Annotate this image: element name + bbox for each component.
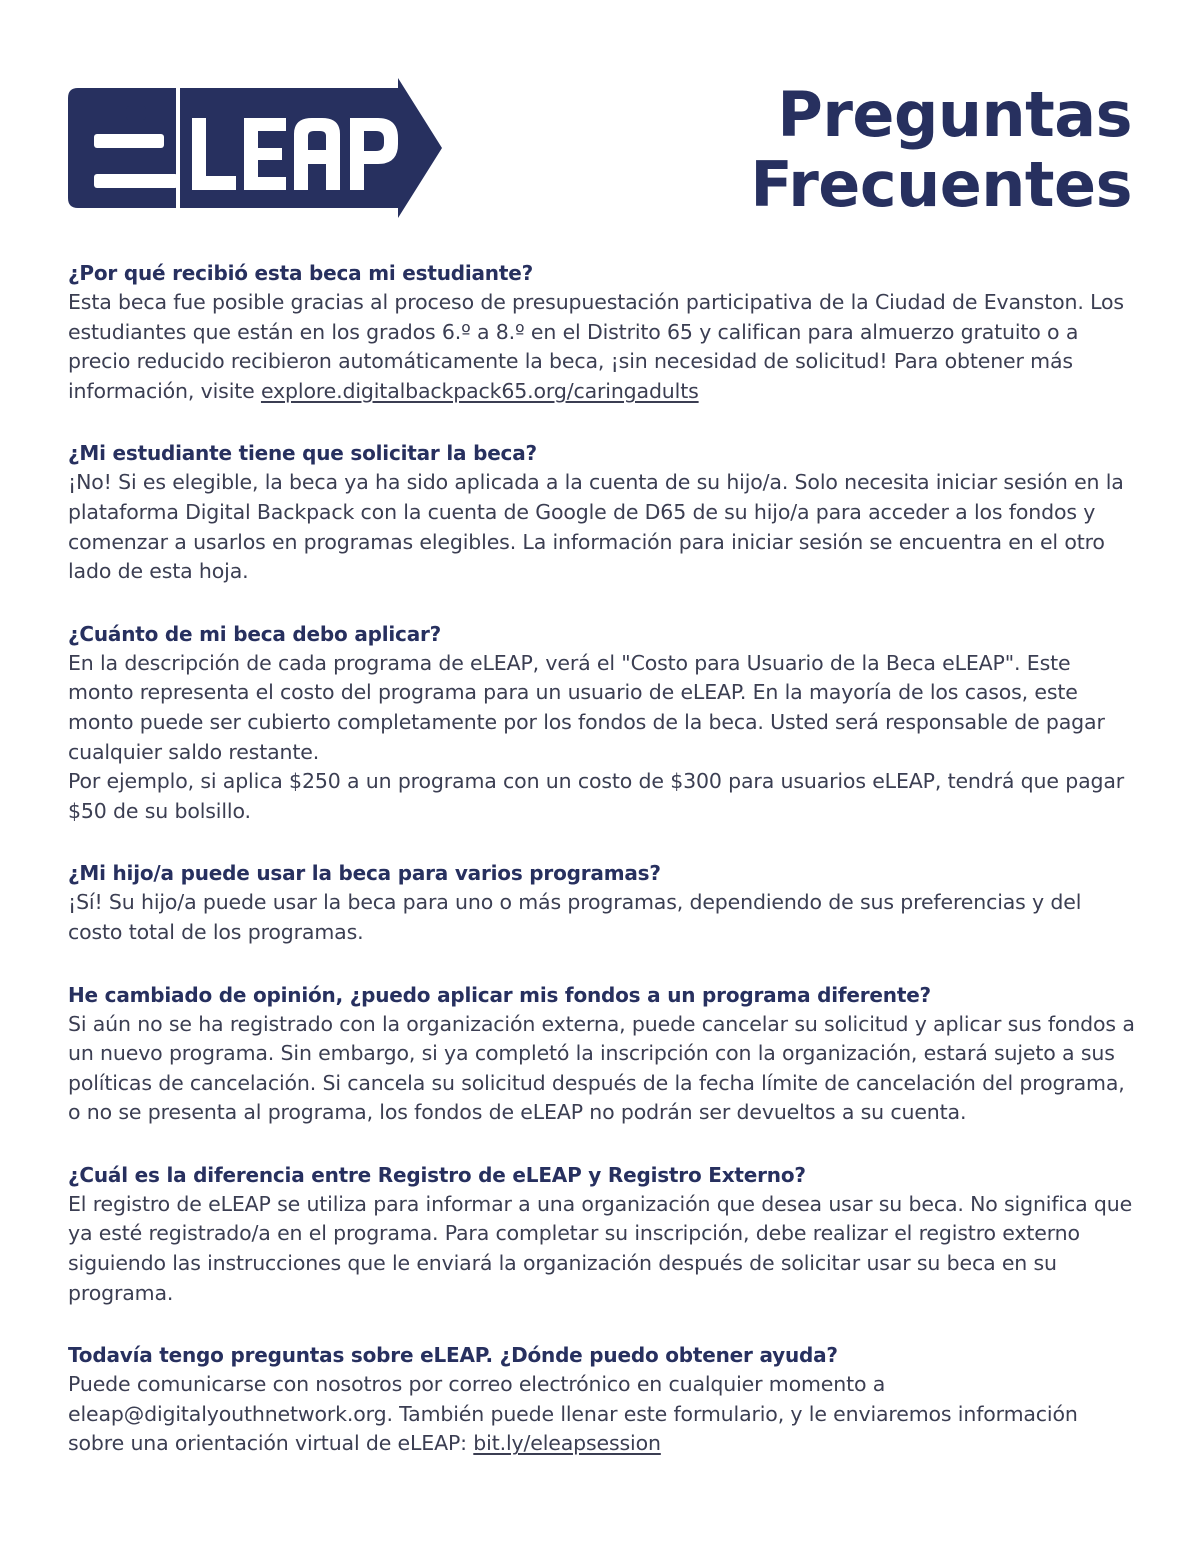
faq-item [68,1160,1136,1308]
faq-item [68,438,1136,586]
faq-question: ¿Cuál es la diferencia entre Registro de eLEAP y Registro Externo? [68,1162,806,1187]
faq-answer-text: Esta beca fue posible gracias al proceso de presupuestación participativa de la Ciudad de Evanston. Los estudiantes que están en los grados 6.º a 8.º en el Distrito 65 y califican para almuerzo gratuito o a precio reducido recibieron automáticamente la beca, ¡sin necesidad de solicitud! Para obtener más información, visite [68,290,1124,403]
faq-item [68,1340,1136,1459]
faq-question: ¿Mi hijo/a puede usar la beca para varios programas? [68,861,661,886]
page-title-line-2: Frecuentes [750,148,1132,221]
caring-adults-link[interactable]: explore.digitalbackpack65.org/caringadults [260,378,699,403]
faq-item [68,980,1136,1128]
page-title [750,80,1132,220]
faq-answer: En la descripción de cada programa de eLEAP, verá el "Costo para Usuario de la Beca eLEAP". Este monto representa el costo del programa para un usuario de eLEAP. En la mayoría de los casos, este monto puede ser cubierto completamente por los fondos de la beca. Usted será responsable de pagar cualquier saldo restante. [68,650,1105,764]
faq-answer: ¡Sí! Su hijo/a puede usar la beca para uno o más programas, dependiendo de sus preferencias y del costo total de los programas. [68,890,1082,944]
faq-question: ¿Mi estudiante tiene que solicitar la beca? [68,441,537,466]
faq-answer-example: Por ejemplo, si aplica $250 a un programa con un costo de $300 para usuarios eLEAP, tendrá que pagar $50 de su bolsillo. [68,769,1125,823]
faq-item [68,619,1136,827]
faq-answer: El registro de eLEAP se utiliza para informar a una organización que desea usar su beca. No significa que ya esté registrado/a en el programa. Para completar su inscripción, debe realizar el registro externo siguiendo las instrucciones que le enviará la organización después de solicitar usar su beca en su programa. [68,1191,1133,1305]
faq-answer [68,288,1136,406]
header [0,0,1200,240]
eleap-session-link[interactable]: bit.ly/eleapsession [473,1431,661,1456]
faq-answer [68,1370,1136,1459]
page-title-line-1: Preguntas [777,78,1132,151]
faq-item [68,258,1136,406]
eleap-logo [68,78,442,218]
faq-question: ¿Por qué recibió esta beca mi estudiante? [68,261,533,285]
faq-item [68,858,1136,947]
faq-answer-text: Puede comunicarse con nosotros por correo electrónico en cualquier momento a eleap@digitalyouthnetwork.org. También puede llenar este formulario, y le enviaremos información sobre una orientación virtual de eLEAP: [68,1372,1078,1456]
faq-question: He cambiado de opinión, ¿puedo aplicar mis fondos a un programa diferente? [68,982,931,1007]
faq-question: Todavía tengo preguntas sobre eLEAP. ¿Dónde puedo obtener ayuda? [68,1343,838,1368]
faq-answer: Si aún no se ha registrado con la organización externa, puede cancelar su solicitud y aplicar sus fondos a un nuevo programa. Sin embargo, si ya completó la inscripción con la organización, estará sujeto a sus políticas de cancelación. Si cancela su solicitud después de la fecha límite de cancelación del programa, o no se presenta al programa, los fondos de eLEAP no podrán ser devueltos a su cuenta. [68,1011,1135,1125]
faq-question: ¿Cuánto de mi beca debo aplicar? [68,621,442,646]
faq-answer: ¡No! Si es elegible, la beca ya ha sido aplicada a la cuenta de su hijo/a. Solo necesita iniciar sesión en la plataforma Digital Backpack con la cuenta de Google de D65 de su hijo/a para acceder a los fondos y comenzar a usarlos en programas elegibles. La información para iniciar sesión se encuentra en el otro lado de esta hoja. [68,470,1124,584]
faq-list [68,258,1136,1491]
